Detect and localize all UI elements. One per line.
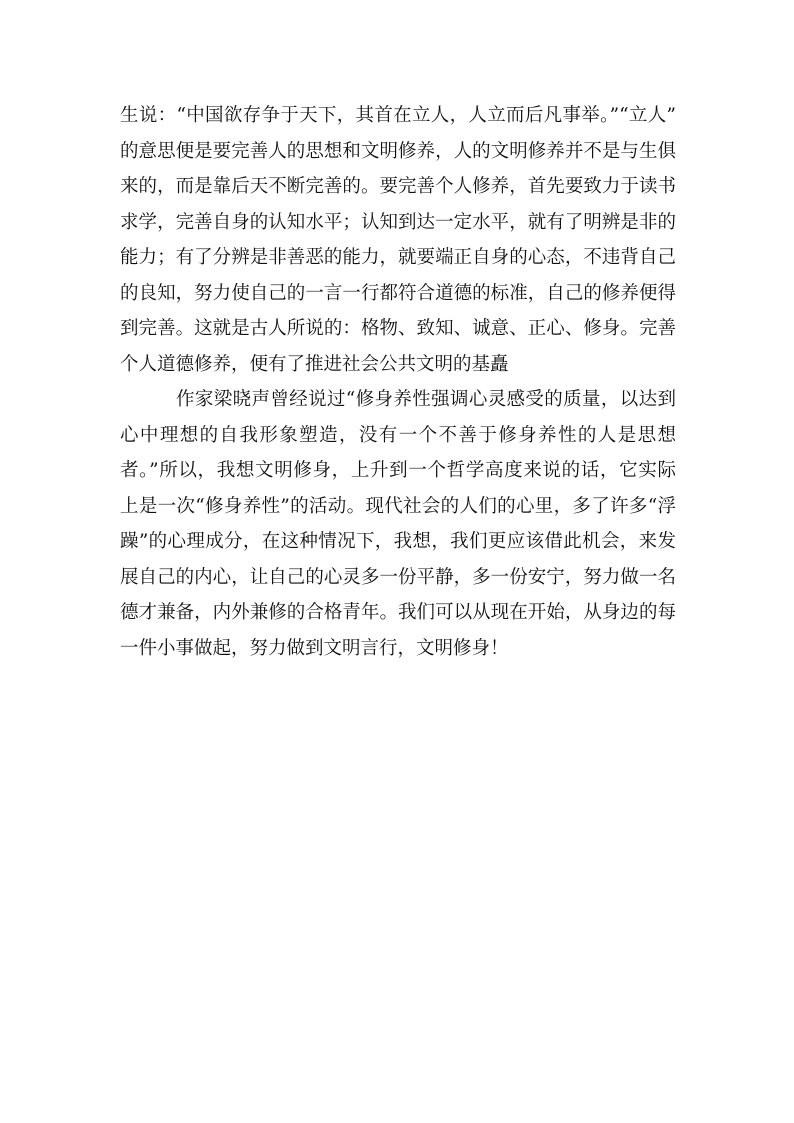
paragraph-line: 生说：“中国欲存争于天下，其首在立人，人立而后凡事举。”“立人” xyxy=(120,105,676,126)
paragraph-line: 心中理想的自我形象塑造，没有一个不善于修身养性的人是思想 xyxy=(120,424,676,446)
paragraph-line: 求学，完善自身的认知水平；认知到达一定水平，就有了明辨是非的 xyxy=(120,211,676,233)
paragraph-line: 一件小事做起，努力做到文明言行，文明修身！ xyxy=(120,637,509,659)
paragraph-1 xyxy=(120,98,676,382)
paragraph-line: 来的，而是靠后天不断完善的。要完善个人修养，首先要致力于读书 xyxy=(120,176,676,197)
paragraph-line: 上是一次“修身养性”的活动。现代社会的人们的心里，多了许多“浮 xyxy=(120,495,676,517)
paragraph-line: 能力；有了分辨是非善恶的能力，就要端正自身的心态，不违背自己 xyxy=(120,247,676,268)
paragraph-line: 的良知，努力使自己的一言一行都符合道德的标准，自己的修养便得 xyxy=(120,282,676,304)
paragraph-line: 者。”所以，我想文明修身，上升到一个哲学高度来说的话，它实际 xyxy=(120,460,676,481)
paragraph-line: 作家梁晓声曾经说过“修身养性强调心灵感受的质量，以达到 xyxy=(176,389,676,410)
paragraph-line: 躁”的心理成分，在这种情况下，我想，我们更应该借此机会，来发 xyxy=(120,531,676,552)
paragraph-line: 德才兼备，内外兼修的合格青年。我们可以从现在开始，从身边的每 xyxy=(120,602,676,623)
paragraph-line: 展自己的内心，让自己的心灵多一份平静，多一份安宁，努力做一名 xyxy=(120,566,676,588)
paragraph-line: 个人道德修养，便有了推进社会公共文明的基矗 xyxy=(120,353,509,375)
paragraph-line: 的意思便是要完善人的思想和文明修养，人的文明修养并不是与生俱 xyxy=(120,140,676,162)
document-body xyxy=(120,98,676,666)
paragraph-2 xyxy=(120,382,676,666)
paragraph-line: 到完善。这就是古人所说的：格物、致知、诚意、正心、修身。完善 xyxy=(120,318,676,339)
